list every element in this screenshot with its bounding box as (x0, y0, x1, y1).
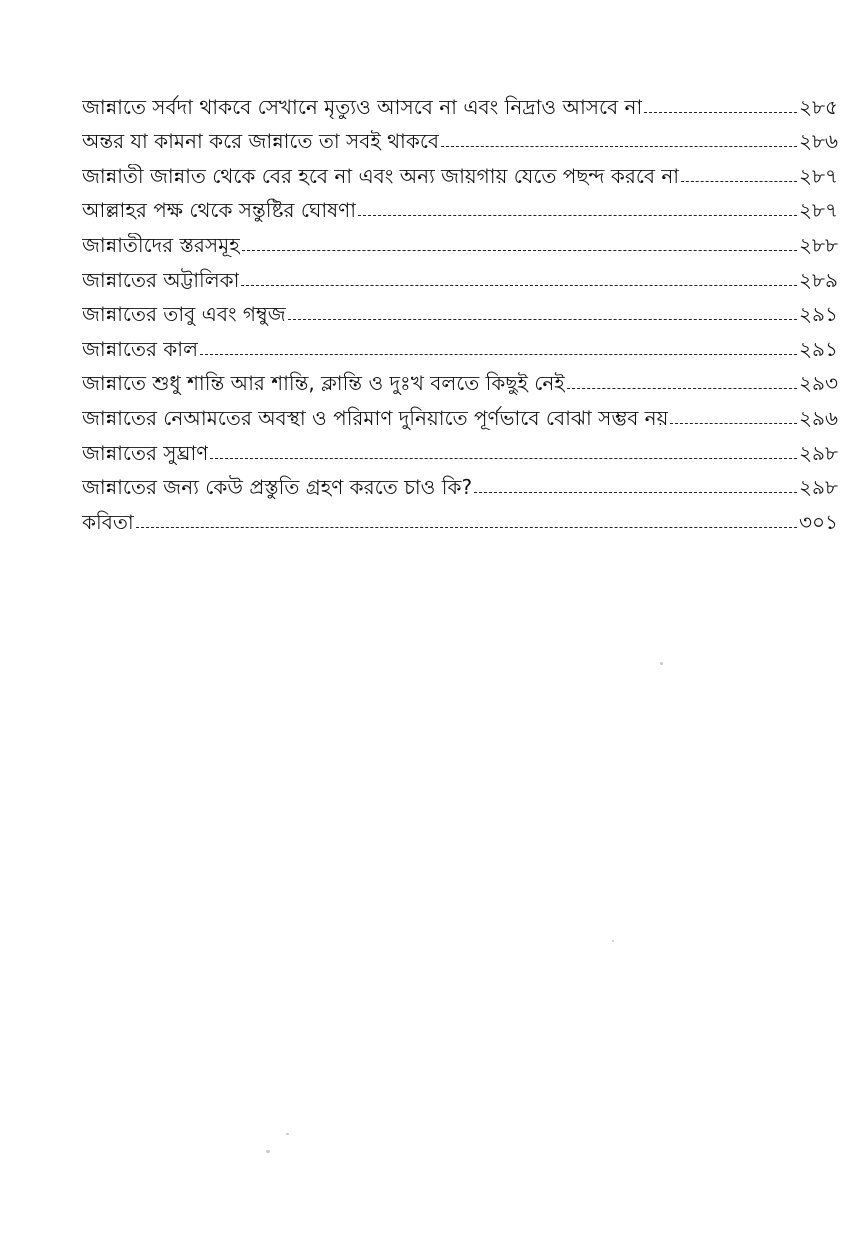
table-of-contents (82, 84, 838, 534)
dot-leader (474, 492, 797, 493)
toc-entry-page: ২৯৮ (799, 440, 838, 465)
toc-entry (82, 465, 838, 500)
toc-entry (82, 430, 838, 465)
paper-speck (660, 662, 663, 665)
toc-entry-title: জান্নাতে শুধু শান্তি আর শান্তি, ক্লান্তি ও দুঃখ বলতে কিছুই নেই (82, 371, 565, 396)
dot-leader (358, 215, 797, 216)
toc-entry-page: ২৮৮ (799, 232, 838, 257)
toc-entry-page: ২৮৭ (799, 198, 838, 223)
toc-entry-title: অন্তর যা কামনা করে জান্নাতে তা সবই থাকবে (82, 129, 440, 154)
toc-entry-page: ২৮৫ (799, 94, 838, 119)
toc-entry-title: জান্নাতের নেআমতের অবস্থা ও পরিমাণ দুনিয়াতে পূর্ণভাবে বোঝা সম্ভব নয় (82, 405, 669, 430)
toc-entry-page: ২৯১ (799, 336, 838, 361)
dot-leader (136, 527, 797, 528)
dot-leader (200, 354, 797, 355)
dot-leader (210, 458, 797, 459)
toc-entry-title: কবিতা (82, 509, 134, 534)
toc-entry-page: ২৮৭ (799, 163, 838, 188)
toc-entry-page: ২৯৩ (799, 371, 838, 396)
dot-leader (681, 181, 797, 182)
toc-entry (82, 84, 838, 119)
dot-leader (242, 250, 797, 251)
toc-entry-title: জান্নাতের সুঘ্রাণ (82, 440, 209, 465)
toc-entry-title: জান্নাতের জন্য কেউ প্রস্তুতি গ্রহণ করতে চাও কি? (82, 475, 473, 500)
paper-speck (286, 1133, 289, 1135)
toc-entry (82, 222, 838, 257)
paper-speck (266, 1150, 270, 1153)
toc-entry (82, 119, 838, 154)
toc-entry (82, 499, 838, 534)
toc-entry (82, 361, 838, 396)
toc-entry-title: জান্নাতীদের স্তরসমূহ (82, 232, 240, 257)
toc-entry (82, 292, 838, 327)
toc-entry-title: জান্নাতের অট্টালিকা (82, 267, 240, 292)
toc-entry (82, 326, 838, 361)
toc-entry (82, 188, 838, 223)
toc-entry (82, 153, 838, 188)
toc-entry-title: জান্নাতের তাবু এবং গম্বুজ (82, 302, 286, 327)
toc-entry-title: আল্লাহর পক্ষ থেকে সন্তুষ্টির ঘোষণা (82, 198, 357, 223)
toc-entry-page: ২৯১ (799, 302, 838, 327)
toc-entry-page: ২৮৯ (799, 267, 838, 292)
toc-entry-title: জান্নাতের কাল (82, 336, 199, 361)
toc-entry-page: ২৯৮ (799, 475, 838, 500)
dot-leader (241, 285, 797, 286)
paper-speck (612, 940, 614, 942)
toc-entry (82, 395, 838, 430)
dot-leader (644, 112, 797, 113)
toc-entry-page: ২৮৬ (799, 129, 838, 154)
dot-leader (670, 423, 797, 424)
toc-entry-page: ৩০১ (799, 509, 838, 534)
toc-entry-page: ২৯৬ (799, 405, 838, 430)
toc-entry (82, 257, 838, 292)
dot-leader (567, 388, 797, 389)
toc-entry-title: জান্নাতে সর্বদা থাকবে সেখানে মৃত্যুও আসবে না এবং নিদ্রাও আসবে না (82, 94, 643, 119)
dot-leader (441, 146, 797, 147)
toc-entry-title: জান্নাতী জান্নাত থেকে বের হবে না এবং অন্য জায়গায় যেতে পছন্দ করবে না (82, 163, 680, 188)
dot-leader (288, 319, 797, 320)
